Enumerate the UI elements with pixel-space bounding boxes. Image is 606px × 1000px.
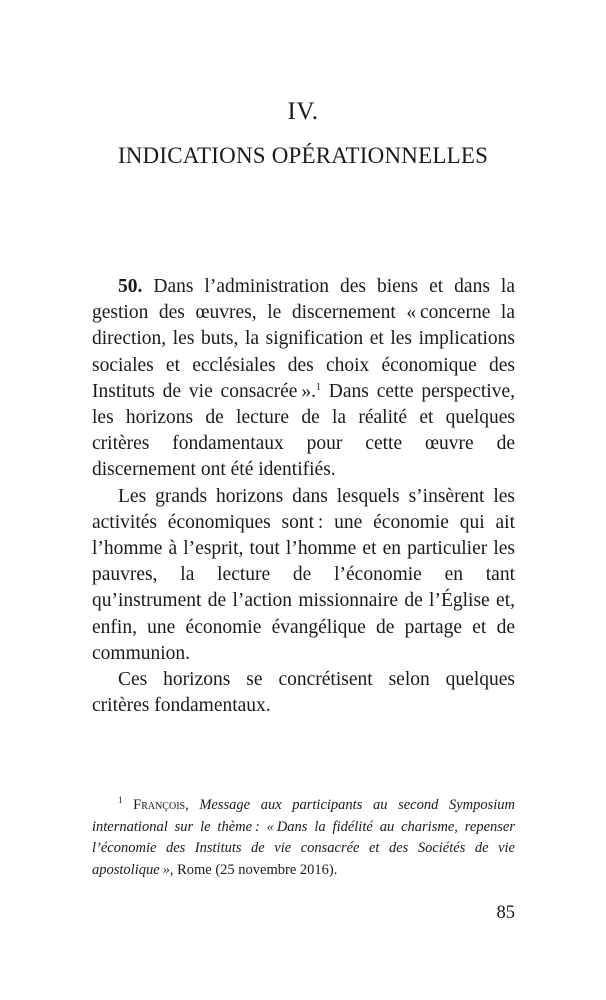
- footnote-title: Message aux participants au second Symposium international sur le thème : « Dans la fidélité au charisme, repenser l’économie des Instituts de vie consacrée et des Sociétés de vie apostolique »: [92, 797, 516, 878]
- footnote-reference[interactable]: 1: [315, 381, 321, 393]
- paragraph: Les grands horizons dans lesquels s’insèrent les activités économiques sont : une économie qui ait l’homme à l’esprit, tout l’homme et en particulier les pauvres, la lecture de l’économie en tant qu’instrument de l’action missionnaire de l’Église et, enfin, une économie évangélique de partage et de communion.: [92, 485, 515, 664]
- main-text: [92, 274, 515, 719]
- paragraph-text: Dans l’administration des biens et dans la gestion des œuvres, le discernement « concerne la direction, les buts, la signification et les implications sociales et ecclésiales des choix économique des Instituts de vie consacrée ».: [92, 276, 515, 402]
- page-number: 85: [496, 903, 515, 923]
- footnote-details: , Rome (25 novembre 2016).: [169, 861, 338, 878]
- paragraph-text: Dans cette perspective, les horizons de lecture de la réalité et quelques critères fondamentaux pour cette œuvre de discernement ont été identifiés.: [92, 380, 515, 481]
- footnote-author: François,: [133, 797, 189, 813]
- footnote: [92, 795, 515, 881]
- paragraph-number: 50.: [118, 276, 143, 297]
- paragraph-50: [92, 274, 515, 484]
- chapter-number: IV.: [287, 98, 319, 125]
- chapter-title: INDICATIONS OPÉRATIONNELLES: [117, 143, 489, 168]
- paragraph: Ces horizons se concrétisent selon quelques critères fondamentaux.: [92, 669, 515, 717]
- footnote-number: 1: [118, 795, 123, 805]
